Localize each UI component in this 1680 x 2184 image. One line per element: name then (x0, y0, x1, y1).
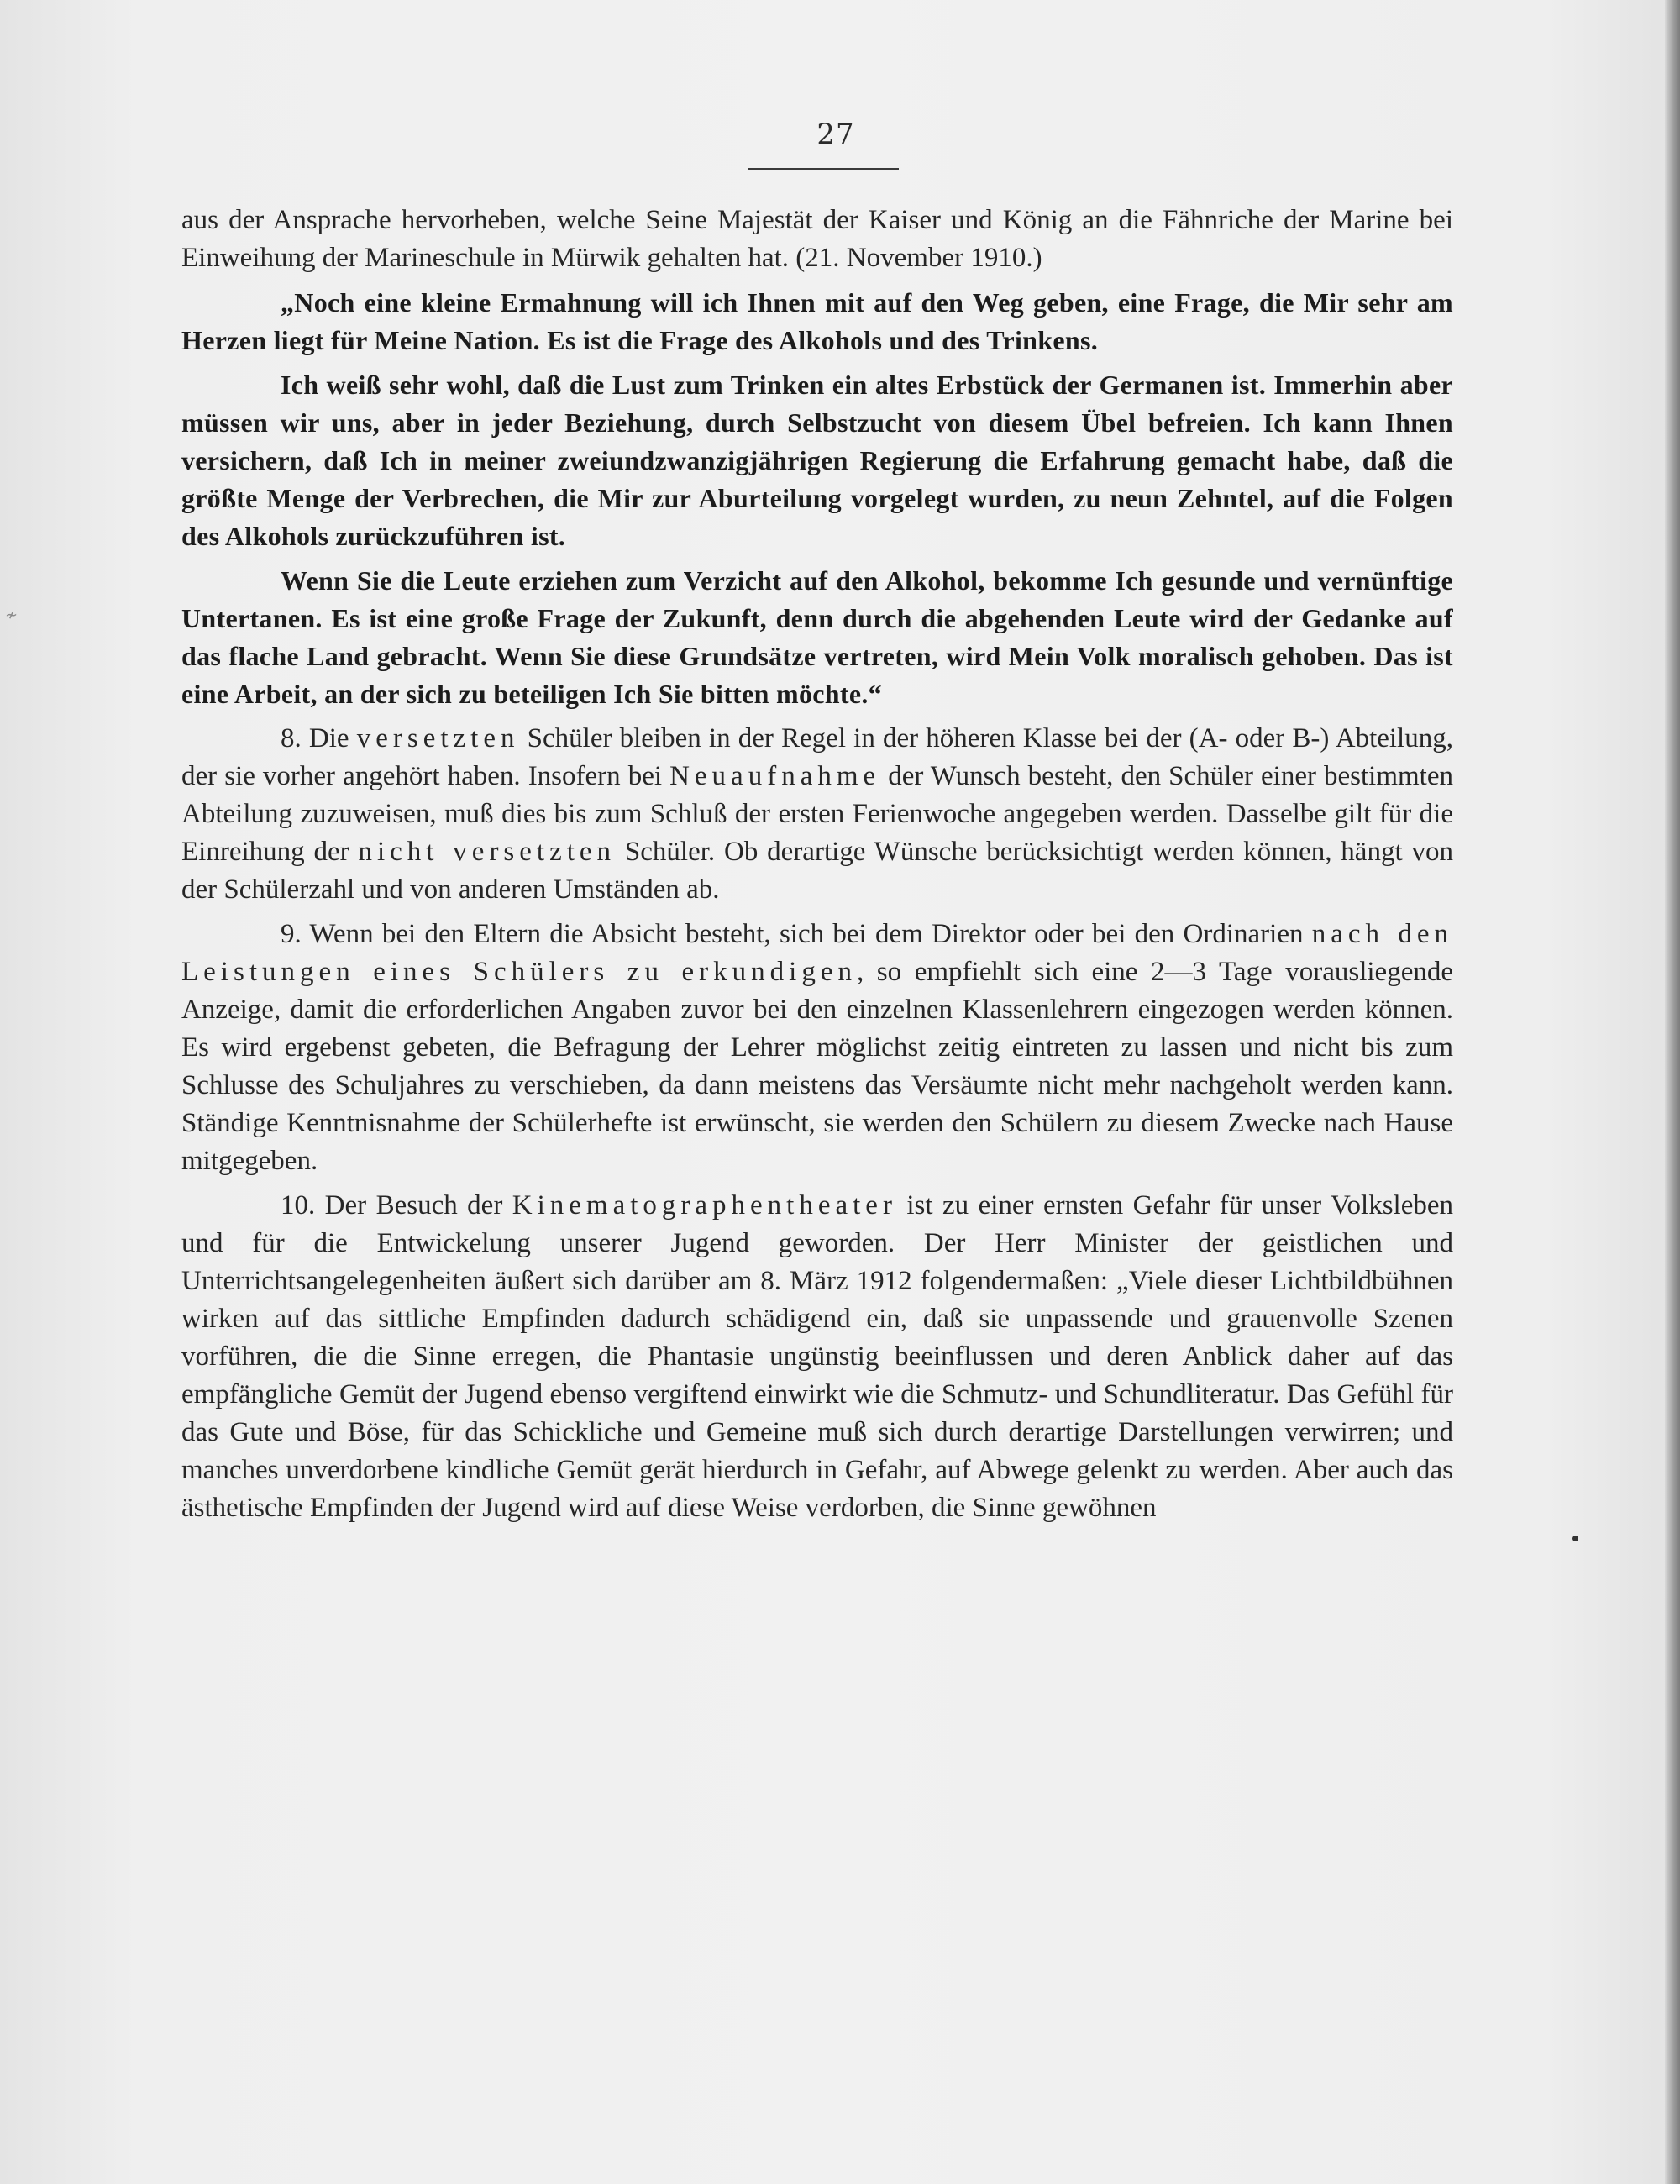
item-8-spaced-3: nicht versetzten (358, 837, 617, 867)
item-8-lead: 8. Die (281, 723, 357, 753)
item-10-spaced-1: Kinematographentheater (512, 1190, 897, 1221)
item-9-lead: 9. Wenn bei den Eltern die Absicht besteht, sich bei dem Direktor oder bei den Ordinarien (281, 919, 1312, 949)
item-9-text-1: , so empfiehlt sich eine 2—3 Tage vorausliegende Anzeige, damit die erforderlichen Angaben zuvor bei den einzelnen Klassenlehrern eingezogen werden können. Es wird ergebenst gebeten, die Befragung der Lehrer möglichst zeitig eintreten zu lassen und nicht bis zum Schlusse des Schuljahres zu verschieben, da dann meistens das Versäumte nicht mehr nachgeholt werden kann. Ständige Kenntnisnahme der Schülerhefte ist erwünscht, sie werden den Schülern zu diesem Zwecke nach Hause mitgegeben. (181, 957, 1453, 1176)
paragraph-quote-3: Wenn Sie die Leute erziehen zum Verzicht auf den Alkohol, bekomme Ich gesunde und vernünftige Untertanen. Es ist eine große Frage der Zukunft, denn durch die abgehenden Leute wird der Gedanke auf das flache Land gebracht. Wenn Sie diese Grundsätze vertreten, wird Mein Volk moralisch gehoben. Das ist eine Arbeit, an der sich zu beteiligen Ich Sie bitten möchte.“ (181, 565, 1453, 709)
item-8-text-3: Schüler. Ob derartige Wünsche berücksichtigt werden können, hängt von der Schülerzahl und von anderen Umständen ab. (181, 837, 1453, 905)
ink-speck (1572, 1536, 1578, 1541)
item-10-text-1: ist zu einer ernsten Gefahr für unser Volksleben und für die Entwickelung unserer Jugend geworden. Der Herr Minister der geistlichen und Unterrichtsangelegenheiten äußert sich darüber am 8. März 1912 folgendermaßen: „Viele dieser Lichtbildbühnen wirken auf das sittliche Empfinden dadurch schädigend ein, daß sie unpassende und grauenvolle Szenen vorführen, die die Sinne erregen, die Phantasie ungünstig beeinflussen und deren Anblick daher auf das empfängliche Gemüt der Jugend ebenso vergiftend einwirkt wie die Schmutz- und Schundliteratur. Das Gefühl für das Gute und Böse, für das Schickliche und Gemeine muß sich durch derartige Darstellungen verwirren; und manches unverdorbene kindliche Gemüt gerät hierdurch in Gefahr, auf Abwege gelenkt zu werden. Aber auch das ästhetische Empfinden der Jugend wird auf diese Weise verdorben, die Sinne gewöhnen (181, 1190, 1453, 1523)
item-8-text-2: der Wunsch besteht, den Schüler einer bestimmten Abteilung zuzuweisen, muß dies bis zum Schluß der ersten Ferienwoche angegeben werden. Dasselbe gilt für die Einreihung der (181, 761, 1453, 867)
body-text (181, 202, 1453, 1534)
item-8-spaced-1: versetzten (356, 723, 520, 753)
item-8-spaced-2: Neuaufnahme (669, 761, 881, 791)
item-8-text-1: Schüler bleiben in der Regel in der höheren Klasse bei der (A- oder B-) Abteilung, der sie vorher angehört haben. Insofern bei (181, 723, 1453, 791)
paragraph-quote-2: Ich weiß sehr wohl, daß die Lust zum Trinken ein altes Erbstück der Germanen ist. Immerhin aber müssen wir uns, aber in jeder Beziehung, durch Selbstzucht von diesem Übel befreien. Ich kann Ihnen versichern, daß Ich in meiner zweiundzwanzigjährigen Regierung die Erfahrung gemacht habe, daß die größte Menge der Verbrechen, die Mir zur Aburteilung vorgelegt wurden, zu neun Zehntel, auf die Folgen des Alkohols zurückzuführen ist. (181, 370, 1453, 551)
paragraph-item-10 (181, 1187, 1453, 1527)
edge-mark: ≁ (5, 606, 18, 624)
paragraph-item-9 (181, 916, 1453, 1180)
page-number: 27 (816, 118, 855, 151)
page-number-rule (748, 168, 899, 170)
page-spine-shadow (1665, 0, 1680, 2184)
paragraph-item-8 (181, 720, 1453, 909)
item-9-spaced-1: nach den Leistungen eines Schülers zu erkundigen (181, 919, 1453, 987)
paragraph-quote-1: „Noch eine kleine Ermahnung will ich Ihnen mit auf den Weg geben, eine Frage, die Mir sehr am Herzen liegt für Meine Nation. Es ist die Frage des Alkohols und des Trinkens. (181, 287, 1453, 355)
item-10-lead: 10. Der Besuch der (281, 1190, 512, 1221)
paragraph-intro: aus der Ansprache hervorheben, welche Seine Majestät der Kaiser und König an die Fähnriche der Marine bei Einweihung der Marineschule in Mürwik gehalten hat. (21. November 1910.) (181, 205, 1453, 273)
